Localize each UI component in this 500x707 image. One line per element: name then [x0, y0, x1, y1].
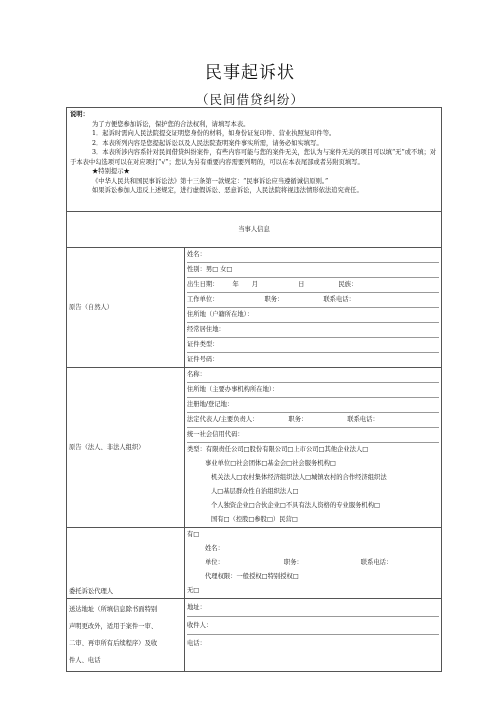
domicile-field[interactable]: 住所地（户籍所在地）：	[187, 308, 439, 323]
org-type-line[interactable]: 机关法人□农村集体经济组织法人□城镇农村的合作经济组织法	[211, 474, 387, 481]
instructions-line: 2．本表所列内容是您提起诉讼以及人民法院查明案件事实所需，请务必如实填写。	[92, 139, 323, 147]
id-type-field[interactable]: 证件类型：	[187, 338, 439, 353]
service-label-line: 声明更改外，适用于案件一审、	[69, 623, 158, 630]
residence-field[interactable]: 经常居住地：	[187, 323, 439, 338]
document-title: 民事起诉状	[205, 63, 295, 83]
phone-label: 联系电话：	[323, 296, 355, 303]
legal-rep-field[interactable]	[187, 413, 439, 428]
org-address-field[interactable]: 住所地（主要办事机构所在地）：	[187, 383, 439, 398]
agent-label: 委托诉讼代理人	[67, 528, 185, 599]
section-title: 当事人信息	[67, 212, 442, 248]
agent-phone-label: 联系电话：	[360, 559, 393, 566]
legal-rep-label: 法定代表人/主要负责人：	[187, 416, 259, 423]
service-phone-field[interactable]: 电话：	[187, 640, 206, 647]
special-notice-line: 《中华人民共和国民事诉讼法》第十三条第一款规定：“民事诉讼应当遵循诚信原则。”	[92, 177, 329, 185]
id-number-field[interactable]: 证件号码：	[187, 356, 219, 363]
instructions-line: 3．本表所涉内容系针对民间借贷纠纷案件，有些内容可能与您的案件无关，您认为与案件无关的项目可以填“无”或不填；对于本表中勾选项可以在对应项打“√”；您认为另有重要内容需要列明的，可以在本表尾部或者另附页填写。	[70, 149, 437, 166]
special-notice-title: ★特别提示★	[92, 168, 130, 175]
agent-unit-field[interactable]	[187, 556, 439, 570]
service-label-line: 二审、再审所有后续程序）及收	[69, 640, 158, 647]
org-type-line[interactable]: 人□基层群众性自治组织法人□	[211, 488, 299, 495]
plaintiff-org-fields	[185, 368, 442, 528]
gender-field[interactable]: 性别：男□ 女□	[187, 263, 439, 278]
ethnicity-label: 民族：	[338, 281, 358, 288]
agent-no-option[interactable]: 无□	[187, 587, 200, 594]
recipient-field[interactable]: 收件人：	[187, 617, 439, 635]
org-type-line[interactable]: 类型：有限责任公司□股份有限公司□上市公司□其他企业法人□	[187, 446, 369, 453]
rep-position-label: 职务：	[288, 416, 308, 423]
birth-date-field[interactable]	[187, 278, 439, 293]
agent-fields	[185, 528, 442, 599]
complaint-form-table	[66, 107, 442, 672]
document-subtitle: （民间借贷纠纷）	[195, 92, 304, 107]
birth-year-label: 年	[232, 281, 239, 288]
org-type-line[interactable]: 国有□（控股□参股□）民营□	[211, 516, 298, 523]
service-label-line: 件人、电话	[69, 657, 101, 664]
position-label: 职务：	[264, 296, 284, 303]
birth-month-label: 月	[251, 281, 259, 288]
agent-authority-field[interactable]: 代理权限：一般授权□特别授权□	[205, 573, 299, 580]
org-type-line[interactable]: 个人独资企业□合伙企业□不具有法人资格的专业服务机构□	[211, 502, 380, 509]
instructions-line: 为了方便您参加诉讼，保护您的合法权利，请填写本表。	[92, 120, 250, 128]
service-address-fields	[185, 599, 442, 672]
service-address-field[interactable]: 地址：	[187, 599, 439, 617]
credit-code-field[interactable]: 统一社会信用代码：	[187, 428, 439, 443]
plaintiff-person-label: 原告（自然人）	[67, 248, 185, 368]
birth-date-label: 出生日期：	[187, 281, 219, 288]
agent-unit-label: 单位：	[205, 559, 224, 566]
org-registered-field[interactable]: 注册地/登记地：	[187, 398, 439, 413]
agent-name-field[interactable]: 姓名：	[205, 545, 224, 552]
instructions-line: 1．起诉时需向人民法院提交证明您身份的材料，如身份证复印件、营业执照复印件等。	[92, 130, 336, 137]
special-notice-line: 如果诉讼参加人违反上述规定，进行虚假诉讼、恶意诉讼，人民法院将视违法情形依法追究责任。	[92, 187, 363, 194]
org-name-field[interactable]: 名称：	[187, 368, 439, 383]
agent-yes-option[interactable]: 有□	[187, 531, 200, 538]
plaintiff-person-fields	[185, 248, 442, 368]
plaintiff-org-label: 原告（法人、非法人组织）	[67, 368, 185, 528]
agent-position-label: 职务：	[283, 559, 303, 566]
employer-field[interactable]	[187, 293, 439, 308]
name-field[interactable]: 姓名：	[187, 248, 439, 263]
employer-label: 工作单位：	[187, 296, 219, 303]
org-type-line[interactable]: 事业单位□社会团体□基金会□社会服务机构□	[205, 460, 336, 467]
rep-phone-label: 联系电话：	[347, 416, 379, 423]
birth-day-label: 日	[298, 281, 305, 288]
service-label-line: 送达地址（所填信息除书面特别	[69, 606, 158, 613]
instructions-cell	[67, 108, 442, 212]
service-address-label	[67, 599, 185, 672]
instructions-label: 说明：	[70, 111, 89, 118]
